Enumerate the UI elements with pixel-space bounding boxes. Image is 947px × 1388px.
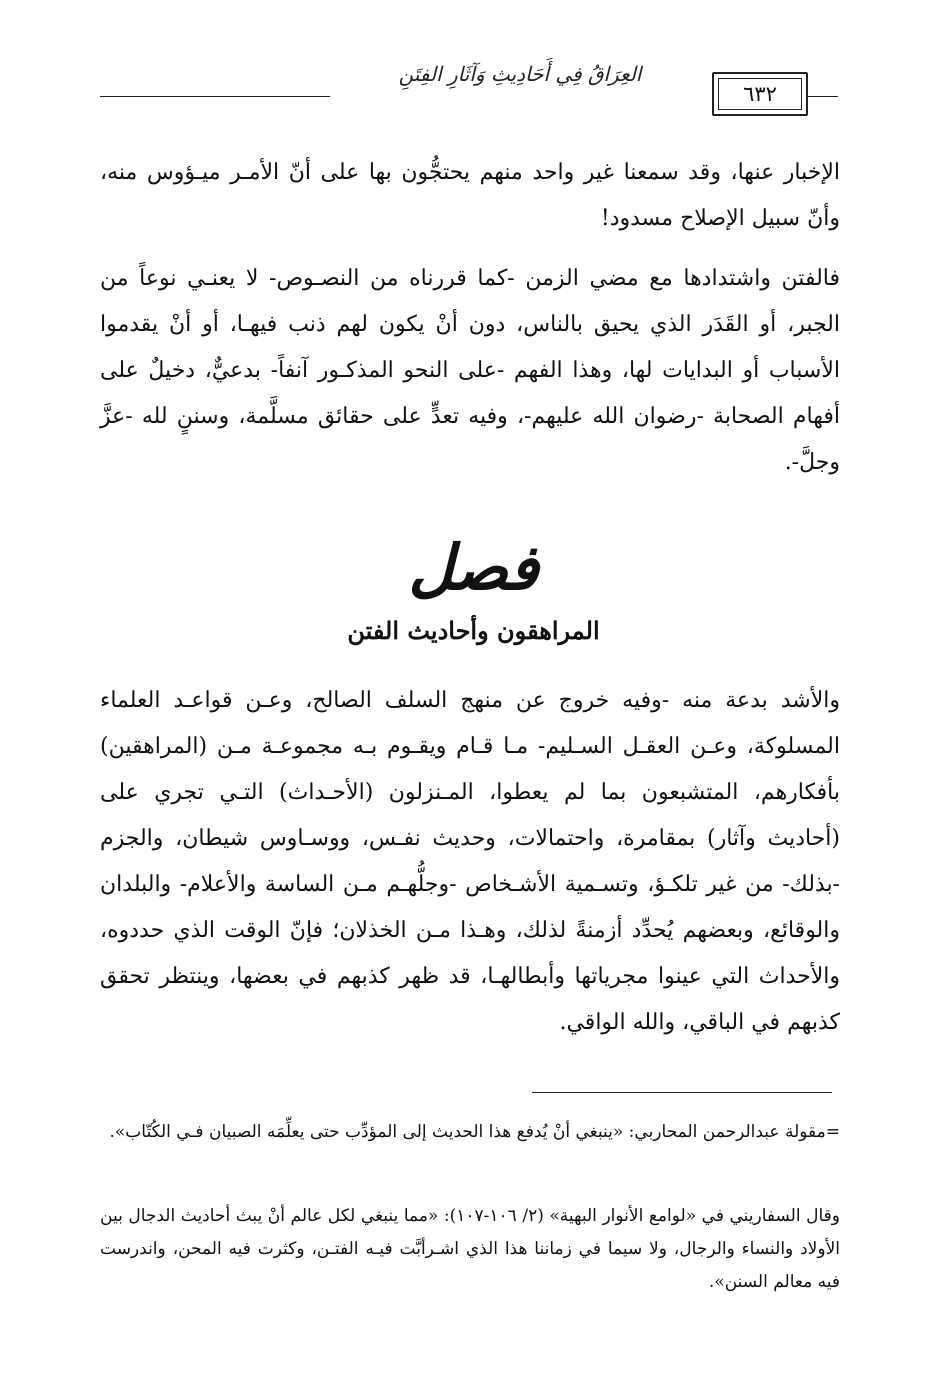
paragraph-3-text: والأشد بدعة منه -وفيه خروج عن منهج السلف الصالح، وعـن قواعـد العلماء المسلوكة، وعـن العقـل السـليم- مـا قـام ويقـوم بـه مجموعـة مـن (المراهقين) بأفكارهم، المتشبعون بما لم يعطوا، المـنزلون (الأحـداث) التـي تجري على (أحاديث وآثار) بمقامرة، واحتمالات، وحديث نفـس، ووسـاوس شيطان، والجزم -بذلك- من غير تلكـؤ، وتسـمية الأشـخاص -وجلُّهـم مـن الساسة والأعلام- والبلدان والوقائع، وبعضهم يُحدِّد أزمنةً لذلك، وهـذا مـن الخذلان؛ فإنّ الوقت الذي حددوه، والأحداث التي عينوا مجرياتها وأبطالهـا، قد ظهر كذبهم في بعضها، وينتظر تحقق كذبهم في الباقي، والله الواقي. [100, 688, 840, 1035]
section-heading: المراهقون وأحاديث الفتن [347, 616, 600, 645]
footnote-1 [100, 1116, 840, 1149]
paragraph-3 [100, 678, 840, 1046]
footnote-1-text: =مقولة عبدالرحمن المحاربي: «ينبغي أنْ يُدفع هذا الحديث إلى المؤدِّب حتى يعلِّمَه الصبيان فـي الكُتّاب». [109, 1122, 840, 1142]
header-rule-right [806, 96, 838, 97]
paragraph-2-text: فالفتن واشتدادها مع مضي الزمن -كما قررناه من النصـوص- لا يعنـي نوعاً من الجبر، أو القَدَر الذي يحيق بالناس، دون أنْ يكون لهم ذنب فيهـا، أو أنْ يقدموا الأسباب أو البدايات لها، وهذا الفهم -على النحو المذكـور آنفاً- بدعيٌّ، دخيلٌ على أفهام الصحابة -رضوان الله عليهم-، وفيه تعدٍّ على حقائق مسلَّمة، وسننٍ لله -عزَّ وجلَّ-. [100, 266, 840, 475]
footnote-2 [100, 1200, 840, 1299]
footnote-divider [532, 1092, 832, 1093]
book-title: العِرَاقُ فِي أَحَادِيثِ وَآثَارِ الفِتَنِ [398, 62, 642, 86]
paragraph-2 [100, 256, 840, 486]
footnote-2-text: وقال السفاريني في «لوامع الأنوار البهية» (٢/ ١٠٦-١٠٧): «مما ينبغي لكل عالم أنْ يبث أحاديث الدجال بين الأولاد والنساء والرجال، ولا سيما في زماننا هذا الذي اشـرأبَّت فيـه الفتـن، وكثرت فيه المحن، واندرست فيه معالم السنن». [100, 1206, 840, 1292]
section-title: فصل [408, 531, 539, 604]
page-number: ٦٣٢ [718, 78, 802, 110]
page-number-box [712, 72, 808, 116]
paragraph-1-text: الإخبار عنها، وقد سمعنا غير واحد منهم يحتجُّون بها على أنّ الأمـر ميـؤوس منه، وأنّ سبيل الإصلاح مسدود! [100, 160, 840, 231]
page-header [0, 0, 947, 130]
header-rule-left [100, 96, 330, 97]
paragraph-1 [100, 150, 840, 242]
